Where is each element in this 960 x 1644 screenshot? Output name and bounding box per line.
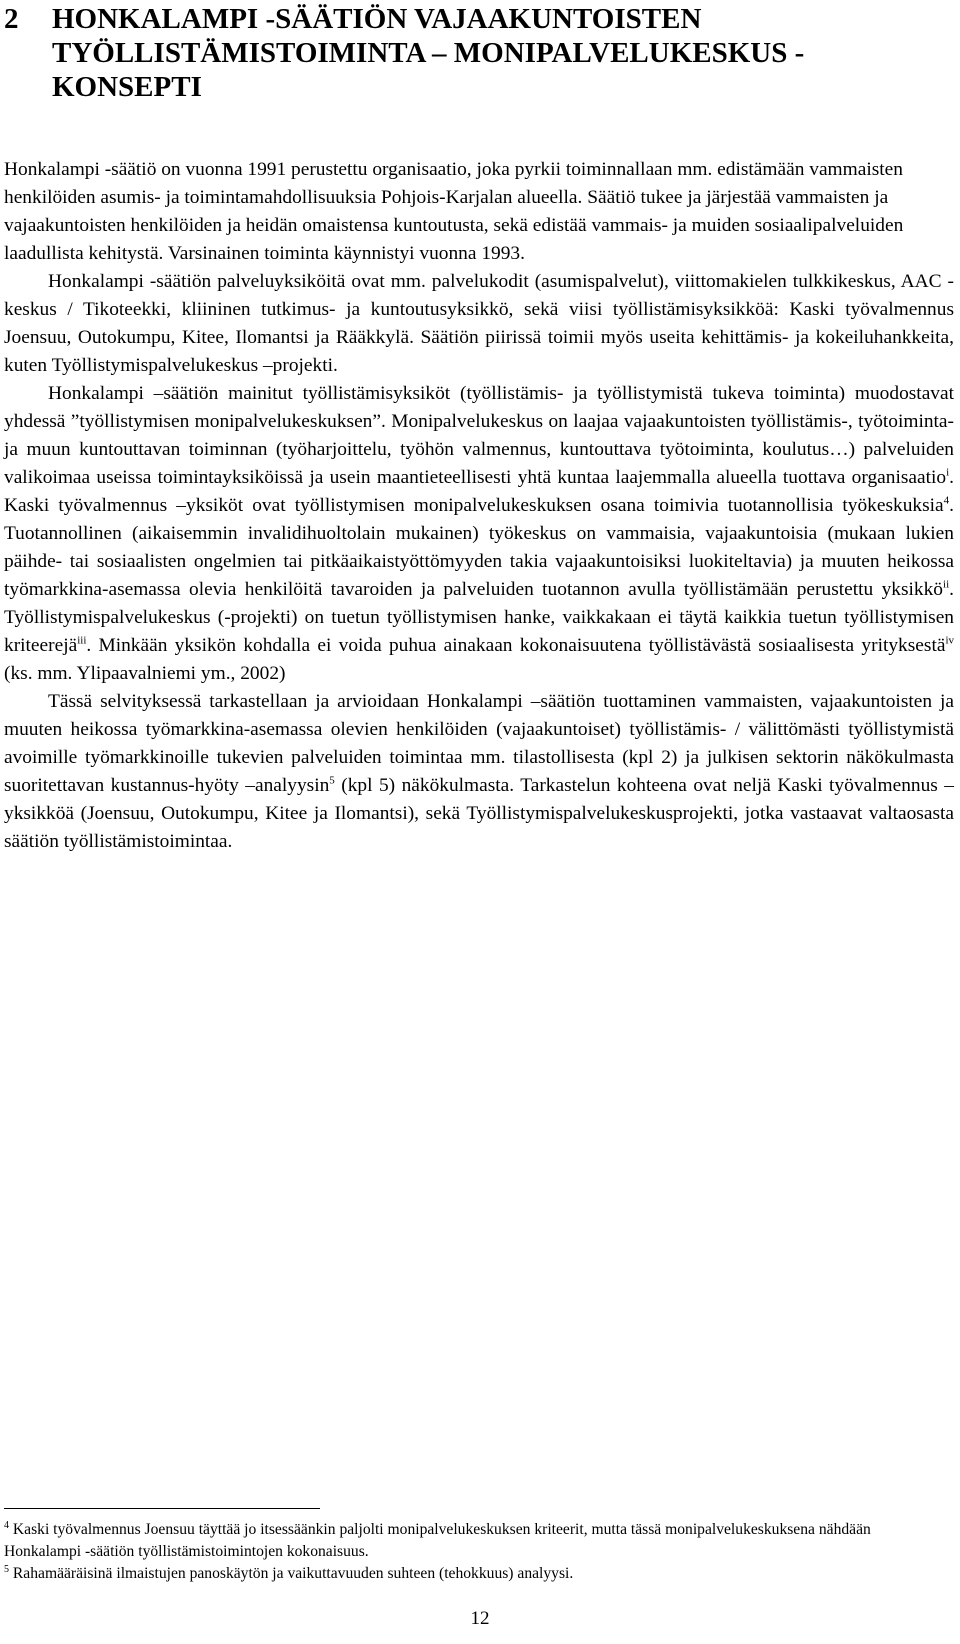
text-run: . Tuotannollinen (aikaisemmin invalidihuoltolain mukainen) työkeskus on vammaisia, vajaakuntoisia (mukaan lukien päihde- tai sosiaalisten ongelmien tai pitkäaikaistyöttömyyden takia vajaakuntoisiksi luokiteltavia) ja muuten heikossa työmarkkina-asemassa olevia henkilöitä tavaroiden ja palveluiden tuotannon avulla työllistämään perustettu yksikkö [4, 495, 954, 600]
paragraph-multiservice-center [4, 380, 954, 688]
text-run: (kpl 5) näkökulmasta. Tarkastelun kohteena ovat neljä Kaski työvalmennus –yksikköä (Joensuu, Outokumpu, Kitee ja Ilomantsi), sekä Työllistymispalvelukeskusprojekti, jotka vastaavat valtaosasta säätiön työllistämistoimintaa. [4, 775, 954, 852]
text-run: . Työllistymispalvelukeskus (-projekti) on tuetun työllistymisen hanke, vaikkakaan ei täytä kaikkia tuetun työllistymisen kriteerejä [4, 579, 954, 656]
text-run: Tässä selvityksessä tarkastellaan ja arvioidaan Honkalampi –säätiön tuottaminen vammaisten, vajaakuntoisten ja muuten heikossa työmarkkina-asemassa olevien henkilöiden (vajaakuntoiset) työllistämis- / välittömästi työllistymistä avoimille työmarkkinoille tukevien palveluiden toimintaa mm. tilastollisesta (kpl 2) ja julkisen sektorin näkökulmasta suoritettavan kustannus-hyöty –analyysin [4, 691, 954, 796]
section-number: 2 [4, 3, 19, 35]
footnote-4 [4, 1519, 934, 1563]
footnote-text: Rahamääräisinä ilmaistujen panoskäytön ja vaikuttavuuden suhteen (tehokkuus) analyysi. [9, 1565, 574, 1582]
text-run: . Minkään yksikön kohdalla ei voida puhua ainakaan kokonaisuutena työllistävästä sosiaalisesta yrityksestä [86, 635, 946, 656]
footnote-ref: 5 [329, 774, 335, 787]
footnote-5 [4, 1563, 934, 1585]
text-run: Honkalampi –säätiön mainitut työllistämisyksiköt (työllistämis- ja työllistymistä tukeva toiminta) muodostavat yhdessä ”työllistymisen monipalvelukeskuksen”. Monipalvelukeskus on laajaa vajaakuntoisten työllistämis-, työtoiminta- ja muun kuntouttavan toiminnan (työharjoittelu, työhön valmennus, kuntouttava työtoiminta, koulutus…) palveluiden valikoimaa useissa toimintayksiköissä ja usein maantieteellisesti yhtä kuntaa laajemmalla alueella tuottava organisaatio [4, 383, 954, 488]
footnote-ref: 4 [943, 494, 950, 507]
footnote-mark: 4 [4, 1519, 9, 1531]
footnote-divider [4, 1508, 320, 1509]
footnote-text: Kaski työvalmennus Joensuu täyttää jo itsessäänkin paljolti monipalvelukeskuksen kriteerit, mutta tässä monipalvelukeskuksena nähdään Honkalampi -säätiön työllistämistoimintojen kokonaisuus. [4, 1521, 871, 1560]
page-number: 12 [470, 1608, 490, 1629]
text-run: . Kaski työvalmennus –yksiköt ovat työllistymisen monipalvelukeskuksen osana toimivia tuotannollisia työkeskuksia [4, 467, 954, 516]
body-text [4, 156, 954, 856]
footnote-mark: 5 [4, 1563, 9, 1575]
paragraph-study-scope [4, 688, 954, 856]
text-run: (ks. mm. Ylipaavalniemi ym., 2002) [4, 663, 286, 684]
endnote-ref: iv [945, 634, 954, 647]
endnote-ref: i [946, 466, 950, 479]
endnote-ref: iii [77, 634, 87, 647]
paragraph-intro: Honkalampi -säätiö on vuonna 1991 perustettu organisaatio, joka pyrkii toiminnallaan mm. edistämään vammaisten henkilöiden asumis- ja toimintamahdollisuuksia Pohjois-Karjalan alueella. Säätiö tukee ja järjestää vammaisten ja vajaakuntoisten henkilöiden ja heidän omaistensa kuntoutusta, sekä edistää vammais- ja muiden sosiaalipalveluiden laadullista kehitystä. Varsinainen toiminta käynnistyi vuonna 1993. [4, 159, 904, 264]
paragraph-service-units: Honkalampi -säätiön palveluyksiköitä ovat mm. palvelukodit (asumispalvelut), viittomakielen tulkkikeskus, AAC -keskus / Tikoteekki, kliininen tutkimus- ja kuntoutusyksikkö, sekä viisi työllistämisyksikköä: Kaski työvalmennus Joensuu, Outokumpu, Kitee, Ilomantsi ja Rääkkylä. Säätiön piirissä toimii myös useita kehittämis- ja kokeiluhankkeita, kuten Työllistymispalvelukeskus –projekti. [4, 271, 954, 376]
section-title: HONKALAMPI -SÄÄTIÖN VAJAAKUNTOISTEN TYÖLLISTÄMISTOIMINTA – MONIPALVELUKESKUS - KONSEPTI [52, 3, 805, 103]
endnote-ref: ii [943, 578, 950, 591]
footnotes [4, 1519, 934, 1585]
